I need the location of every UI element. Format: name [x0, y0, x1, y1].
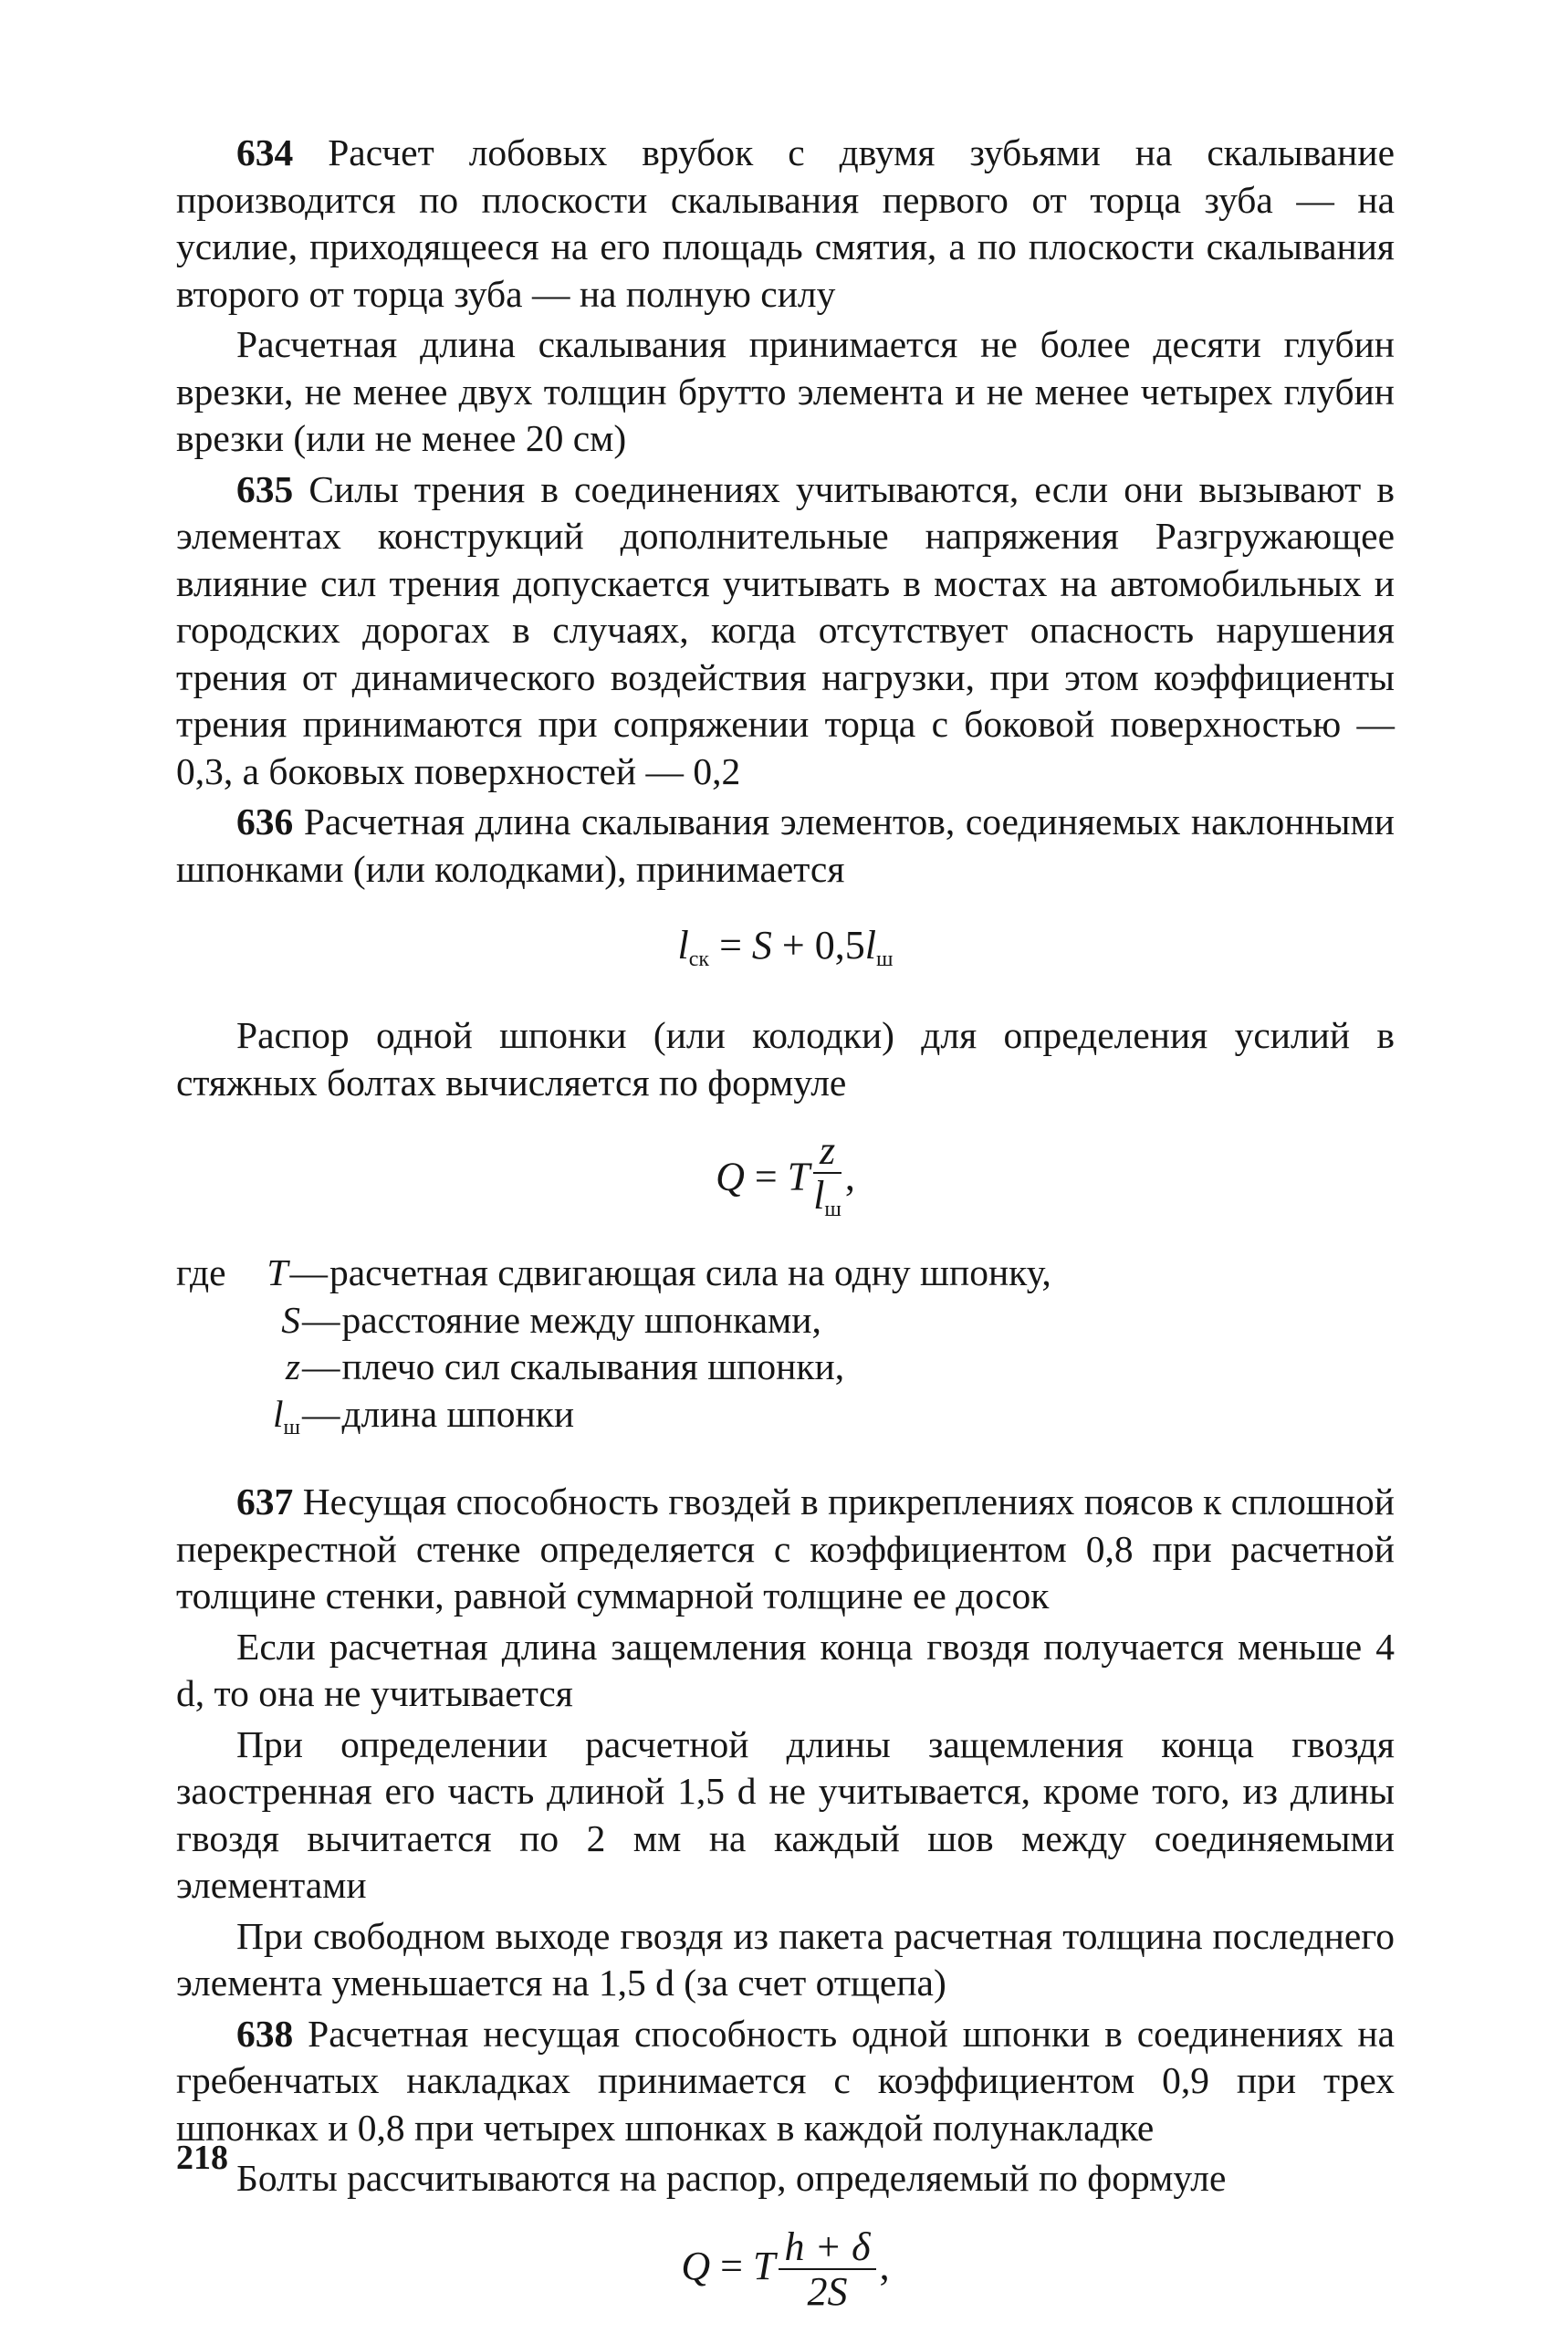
definition-item — [176, 1297, 1395, 1345]
formula-symbol: l — [864, 923, 876, 968]
definition-dash: — — [302, 1392, 340, 1435]
formula-fraction — [779, 2226, 875, 2314]
formula-symbol: Q — [716, 1154, 745, 1199]
paragraph-text: Если расчетная длина защемления конца гвоздя получается меньше 4 d, то она не учитывается — [176, 1625, 1395, 1714]
symbol-letter: z — [285, 1345, 300, 1387]
definition-dash: — — [302, 1345, 340, 1387]
formula-subscript: ск — [688, 947, 710, 971]
fraction-numerator: h + δ — [779, 2226, 875, 2270]
definitions-lead: где — [176, 1251, 226, 1293]
clause-number: 636 — [236, 801, 294, 842]
paragraph-637-exit — [176, 1913, 1395, 2007]
paragraph-text: Распор одной шпонки (или колодки) для определения усилий в стяжных болтах вычисляется по формуле — [176, 1014, 1395, 1104]
formula-spread — [176, 1130, 1395, 1231]
symbol-subscript: ш — [283, 1415, 300, 1439]
paragraph-text: Несущая способность гвоздей в прикреплениях поясов к сплошной перекрестной стенке определяется с коэффициентом 0,8 при расчетной толщине стенки, равной суммарной толщине ее досок — [176, 1481, 1395, 1617]
definition-text: расстояние между шпонками, — [341, 1298, 821, 1341]
paragraph-634-length — [176, 321, 1395, 463]
formula-symbol: T — [787, 1154, 810, 1199]
formula-symbol: S — [751, 923, 772, 968]
paragraph-637-clamp — [176, 1624, 1395, 1718]
formula-subscript: ш — [875, 947, 894, 971]
formula-punctuation: , — [844, 1154, 855, 1199]
paragraph-638 — [176, 2011, 1395, 2152]
symbol-letter: l — [272, 1392, 284, 1435]
paragraph-text: Силы трения в соединениях учитываются, если они вызывают в элементах конструкций дополнительные напряжения Разгружающее влияние сил трения допускается учитывать в мостах на автомобильных и городских дорогах в случаях, когда отсутствует опасность нарушения трения от динамического воздействия нагрузки, при этом коэффициенты трения принимаются при сопряжении торца с боковой поверхностью — 0,3, а боковых поверхностей — 0,2 — [176, 467, 1395, 792]
paragraph-635 — [176, 466, 1395, 796]
symbol-letter: S — [281, 1298, 300, 1341]
symbol-letter: T — [267, 1251, 288, 1293]
definition-symbol — [176, 1391, 302, 1452]
paragraph-text: Расчетная несущая способность одной шпонки в соединениях на гребенчатых накладках принимается с коэффициентом 0,9 при трех шпонках и 0,8 при четырех шпонках в каждой полунакладке — [176, 2012, 1395, 2149]
fraction-denominator: 2S — [807, 2268, 848, 2314]
clause-number: 637 — [236, 1481, 294, 1523]
definition-symbol — [176, 1344, 302, 1391]
formula-shear-length — [176, 920, 1395, 985]
definition-item — [176, 1250, 1395, 1297]
formula-operator: = — [744, 1154, 788, 1199]
paragraph-634 — [176, 130, 1395, 318]
formula-subscript: ш — [824, 1198, 841, 1221]
definition-symbol — [226, 1250, 290, 1297]
paragraph-text: Расчетная длина скалывания элементов, соединяемых наклонными шпонками (или колодками), принимается — [176, 801, 1395, 890]
fraction-numerator: z — [813, 1130, 841, 1174]
formula-operator: + 0,5 — [771, 923, 865, 968]
paragraph-638-bolts — [176, 2155, 1395, 2203]
definition-item — [176, 1344, 1395, 1391]
body-text — [176, 130, 1395, 2314]
definition-dash: — — [302, 1298, 340, 1341]
definition-text: плечо сил скалывания шпонки, — [341, 1345, 845, 1387]
paragraph-text: При определении расчетной длины защемления конца гвоздя заостренная его часть длиной 1,5 d не учитывается, кроме того, из длины гвоздя вычитается по 2 мм на каждый шов между соединяемыми элементами — [176, 1722, 1395, 1906]
formula-punctuation: , — [879, 2243, 890, 2288]
formula-operator: = — [709, 923, 752, 968]
formula-symbol: l — [677, 923, 689, 968]
formula-operator: = — [710, 2243, 753, 2288]
definition-symbol — [176, 1297, 302, 1345]
formula-symbol: T — [752, 2243, 776, 2288]
fraction-denominator: l — [813, 1173, 825, 1218]
clause-number: 635 — [236, 467, 294, 510]
paragraph-text: Расчет лобовых врубок с двумя зубьями на скалывание производится по плоскости скалывания первого от торца зуба — на усилие, приходящееся на его площадь смятия, а по плоскости скалывания второго от торца зуба — на полную силу — [176, 131, 1395, 315]
definition-dash: — — [289, 1251, 328, 1293]
paragraph-636 — [176, 799, 1395, 893]
paragraph-text: При свободном выходе гвоздя из пакета расчетная толщина последнего элемента уменьшается на 1,5 d (за счет отщепа) — [176, 1914, 1395, 2004]
formula-fraction — [813, 1130, 841, 1231]
formula-bolt-spread — [176, 2226, 1395, 2314]
formula-symbol: Q — [681, 2243, 711, 2288]
clause-number: 638 — [236, 2012, 294, 2055]
definition-text: расчетная сдвигающая сила на одну шпонку, — [329, 1251, 1051, 1293]
paragraph-text: Болты рассчитываются на распор, определяемый по формуле — [236, 2157, 1227, 2199]
paragraph-637-tip — [176, 1721, 1395, 1910]
paragraph-637 — [176, 1479, 1395, 1620]
clause-number: 634 — [236, 131, 294, 173]
definition-item — [176, 1391, 1395, 1452]
paragraph-text: Расчетная длина скалывания принимается не более десяти глубин врезки, не менее двух толщин брутто элемента и не менее четырех глубин врезки (или не менее 20 см) — [176, 323, 1395, 459]
paragraph-spread — [176, 1012, 1395, 1106]
definitions-list — [176, 1250, 1395, 1451]
page-number: 218 — [176, 2139, 228, 2177]
definition-text: длина шпонки — [341, 1392, 575, 1435]
